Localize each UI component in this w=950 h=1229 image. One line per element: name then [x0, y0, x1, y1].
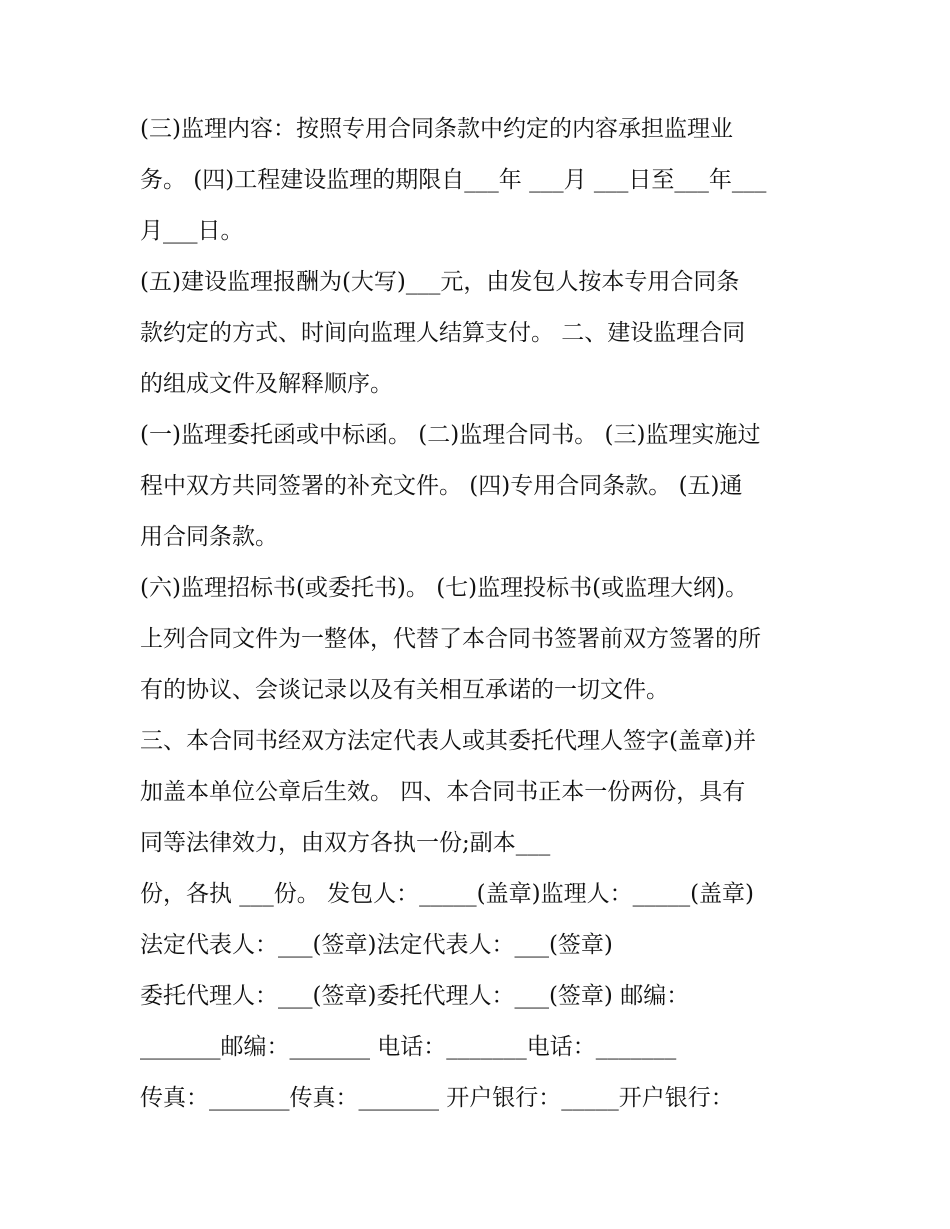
text-line: 务。 (四)工程建设监理的期限自___年 ___月 ___日至___年___ [140, 167, 767, 193]
text-line: (五)建设监理报酬为(大写)___元，由发包人按本专用合同条 [140, 269, 740, 295]
text-line: (三)监理内容：按照专用合同条款中约定的内容承担监理业 [140, 116, 733, 142]
text-line: 上列合同文件为一整体，代替了本合同书签署前双方签署的所 [140, 626, 761, 652]
text-line: 款约定的方式、时间向监理人结算支付。 二、建设监理合同 [140, 320, 746, 346]
text-line: 的组成文件及解释顺序。 [140, 371, 393, 397]
text-line: 法定代表人：___(签章)法定代表人：___(签章) [140, 932, 613, 958]
text-line: 程中双方共同签署的补充文件。 (四)专用合同条款。 (五)通 [140, 473, 743, 499]
text-line: 同等法律效力，由双方各执一份;副本___ [140, 830, 551, 856]
text-line: 用合同条款。 [140, 524, 278, 550]
text-line: _______邮编：_______ 电话：_______电话：_______ [140, 1034, 677, 1060]
text-line: (一)监理委托函或中标函。 (二)监理合同书。 (三)监理实施过 [140, 422, 761, 448]
text-line: 有的协议、会谈记录以及有关相互承诺的一切文件。 [140, 677, 669, 703]
text-line: 三、本合同书经双方法定代表人或其委托代理人签字(盖章)并 [140, 728, 756, 754]
text-line: 月___日。 [140, 218, 244, 244]
text-line: 传真：_______传真：_______ 开户银行：_____开户银行： [140, 1085, 734, 1111]
text-line: 委托代理人：___(签章)委托代理人：___(签章) 邮编： [140, 983, 690, 1009]
contract-text [140, 104, 820, 1124]
text-line: (六)监理招标书(或委托书)。 (七)监理投标书(或监理大纲)。 [140, 575, 749, 601]
text-line: 份，各执 ___份。 发包人：_____(盖章)监理人：_____(盖章) [140, 881, 755, 907]
text-line: 加盖本单位公章后生效。 四、本合同书正本一份两份，具有 [140, 779, 746, 805]
